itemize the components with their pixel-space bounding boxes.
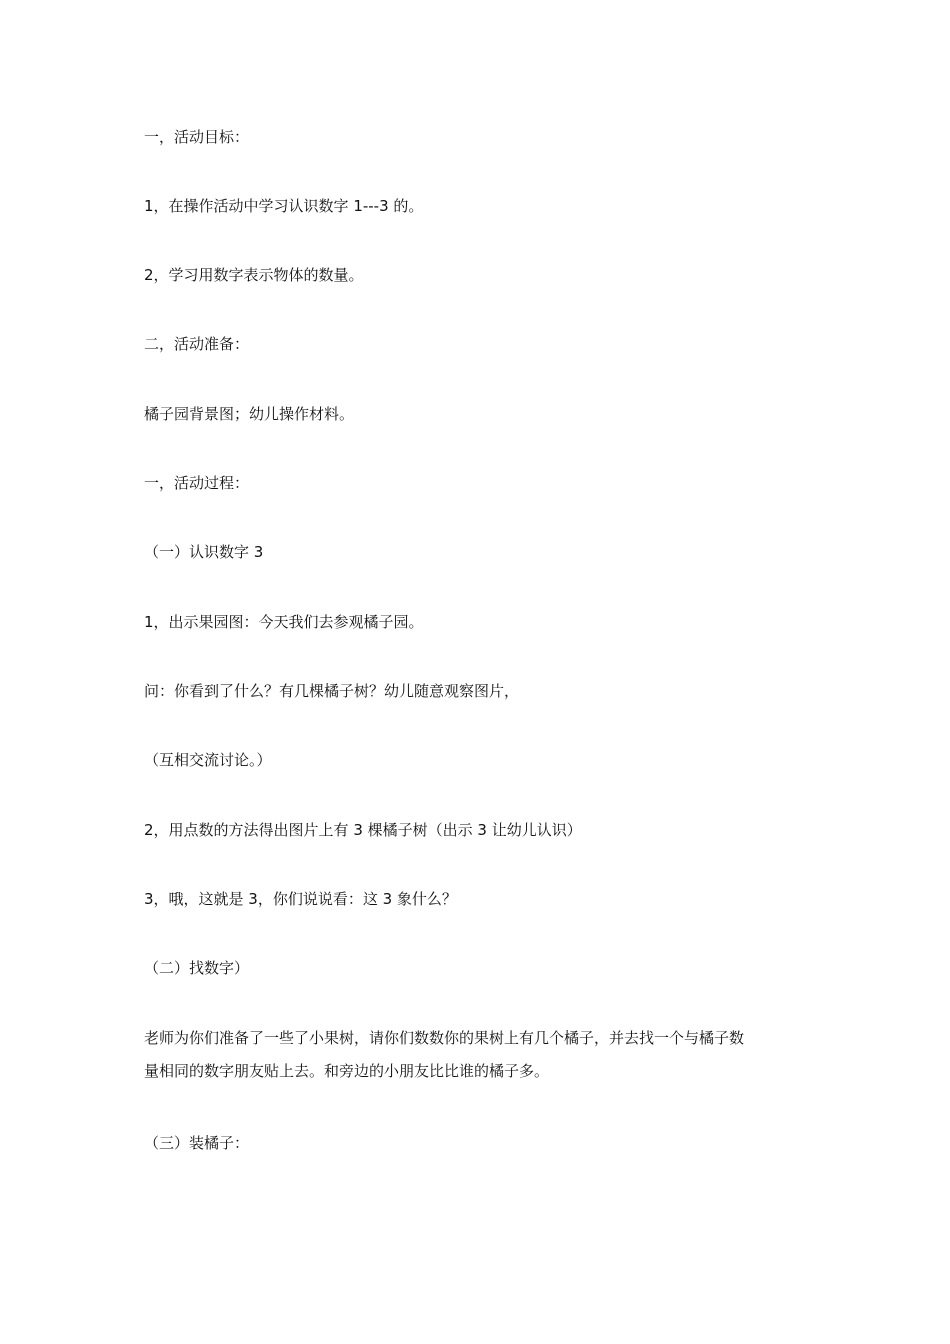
- question-text: 问：你看到了什么？有几棵橘子树？幼儿随意观察图片，: [144, 682, 520, 700]
- process-step-2: 2，用点数的方法得出图片上有 3 棵橘子树（出示 3 让幼儿认识）: [144, 821, 582, 839]
- preparation-text: 橘子园背景图；幼儿操作材料。: [144, 405, 355, 423]
- subsection-heading-3: （三）装橘子：: [144, 1134, 250, 1152]
- instruction-paragraph: [144, 1022, 814, 1088]
- goal-item-1: 1，在操作活动中学习认识数字 1---3 的。: [144, 197, 424, 215]
- subsection-heading-1: （一）认识数字 3: [144, 543, 264, 561]
- goal-item-2: 2，学习用数字表示物体的数量。: [144, 266, 364, 284]
- instruction-line-2: 量相同的数字朋友贴上去。和旁边的小朋友比比谁的橘子多。: [144, 1062, 550, 1080]
- process-step-1: 1，出示果园图：今天我们去参观橘子园。: [144, 613, 424, 631]
- section-heading-goals: 一，活动目标：: [144, 128, 250, 146]
- section-heading-preparation: 二，活动准备：: [144, 335, 250, 353]
- discussion-text: （互相交流讨论。）: [144, 751, 272, 769]
- subsection-heading-2: （二）找数字）: [144, 959, 250, 977]
- instruction-line-1: 老师为你们准备了一些了小果树，请你们数数你的果树上有几个橘子，并去找一个与橘子数: [144, 1029, 745, 1047]
- process-step-3: 3，哦，这就是 3，你们说说看：这 3 象什么？: [144, 890, 457, 908]
- section-heading-process: 一，活动过程：: [144, 474, 250, 492]
